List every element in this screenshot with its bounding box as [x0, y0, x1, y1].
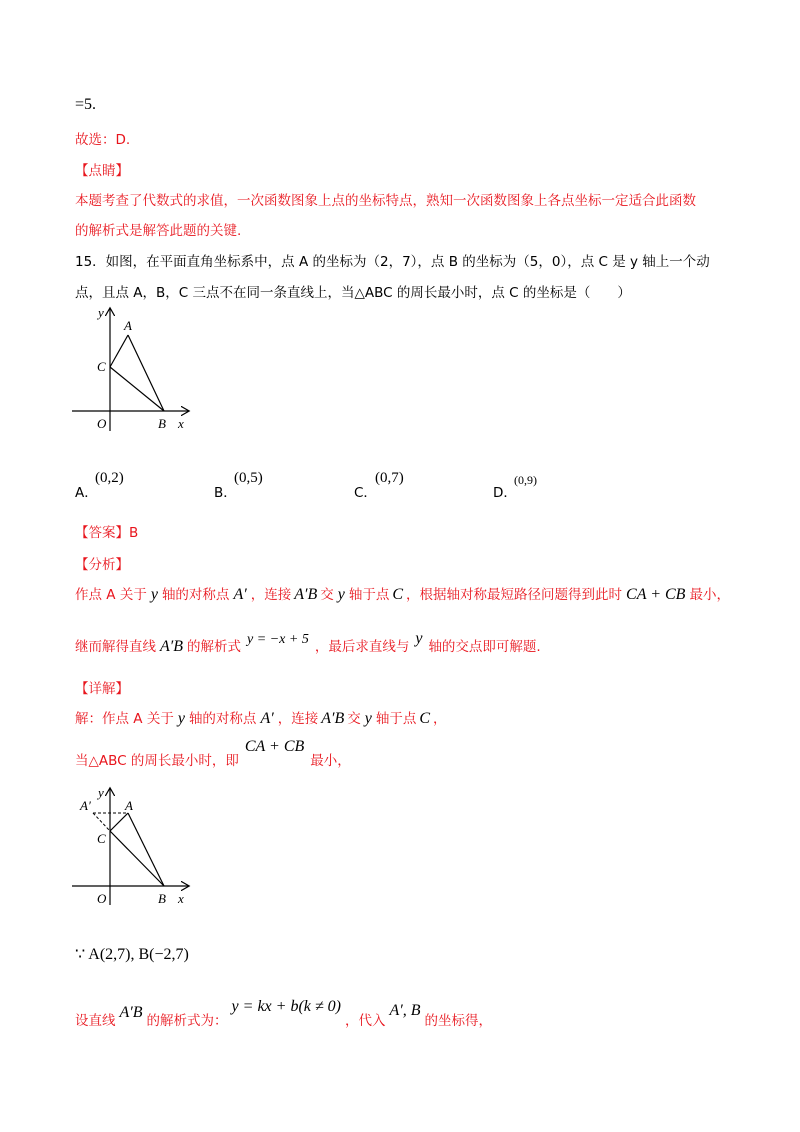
- segment-ab: [128, 335, 164, 411]
- math-general-line-equation: y = kx + b(k ≠ 0): [231, 998, 341, 1015]
- segment-ab: [128, 813, 164, 886]
- option-a-value: (0,2): [95, 470, 124, 486]
- origin-label: O: [97, 891, 107, 906]
- option-a-letter: A．: [75, 485, 98, 501]
- coordinate-figure-1: [70, 303, 200, 438]
- text: 轴的交点即可解题.: [428, 639, 541, 655]
- point-b-label: B: [158, 416, 166, 431]
- x-axis-label: x: [178, 416, 184, 431]
- dianjing-line-2: 的解析式是解答此题的关键.: [75, 223, 242, 239]
- segment-cb: [110, 831, 164, 886]
- point-c-label: C: [97, 831, 106, 846]
- detail-line-1: [75, 710, 447, 728]
- detail-line-2: [75, 738, 351, 770]
- math-y: y: [150, 586, 158, 603]
- math-c: C: [392, 586, 404, 603]
- math-y: y: [415, 630, 423, 647]
- math-points: A′, B: [389, 1002, 421, 1019]
- text: 交: [347, 711, 361, 727]
- text: 轴于点: [375, 711, 417, 727]
- option-b-value: (0,5): [234, 470, 263, 486]
- detail-label: 【详解】: [75, 681, 129, 697]
- dianjing-label: 【点睛】: [75, 163, 129, 179]
- text: 轴的对称点: [161, 587, 230, 603]
- point-c-label: C: [97, 359, 106, 374]
- text: ，: [433, 711, 447, 727]
- text: ，代入: [344, 1013, 386, 1029]
- segment-ca: [110, 335, 128, 367]
- option-c-letter: C．: [354, 485, 377, 501]
- option-b-letter: B．: [214, 485, 237, 501]
- math-a-prime: A′: [260, 710, 274, 727]
- answer-value: B: [129, 525, 139, 541]
- question-line-2: 点，且点 A，B，C 三点不在同一条直线上，当△ABC 的周长最小时，点 C 的坐标是（ ）: [75, 285, 631, 301]
- answer-label: 【答案】: [75, 525, 129, 541]
- text: ，最后求直线与: [314, 639, 410, 655]
- point-b-label: B: [158, 891, 166, 906]
- because-line: ∵ A(2,7), B(−2,7): [75, 946, 189, 963]
- prev-answer-line: 故选：D.: [75, 132, 131, 148]
- prev-equation: =5.: [75, 96, 97, 113]
- x-axis-label: x: [178, 891, 184, 906]
- math-a-prime-b: A′B: [119, 1004, 143, 1021]
- math-y: y: [177, 710, 185, 727]
- math-a-prime: A′: [233, 586, 247, 603]
- option-c-value: (0,7): [375, 470, 404, 486]
- text: 当△ABC 的周长最小时，即: [75, 753, 239, 769]
- text: 最小，: [310, 753, 351, 769]
- option-d-value: (0,9): [514, 473, 537, 487]
- math-y: y: [364, 710, 372, 727]
- math-a-prime-b: A′B: [294, 586, 318, 603]
- text: 轴于点: [348, 587, 390, 603]
- point-a-label: A: [124, 318, 132, 333]
- text: 交: [320, 587, 334, 603]
- text: 继而解得直线: [75, 639, 156, 655]
- text: ，连接: [277, 711, 319, 727]
- analysis-label: 【分析】: [75, 557, 129, 573]
- math-c: C: [419, 710, 431, 727]
- math-ca-plus-cb: CA + CB: [244, 738, 305, 755]
- text: 设直线: [75, 1013, 116, 1029]
- analysis-line-2: [75, 630, 541, 657]
- setline: [75, 998, 493, 1030]
- text: ，根据轴对称最短路径问题得到此时: [406, 587, 623, 603]
- math-a-prime-b: A′B: [160, 638, 184, 655]
- math-line-equation: y = −x + 5: [247, 632, 309, 647]
- y-axis-label: y: [98, 305, 104, 320]
- text: 解：作点 A 关于: [75, 711, 174, 727]
- analysis-line-1: [75, 586, 730, 604]
- text: 的解析式: [187, 639, 242, 655]
- segment-cb: [110, 367, 164, 411]
- text: ，连接: [250, 587, 292, 603]
- point-a-label: A: [125, 798, 133, 813]
- option-d-letter: D．: [493, 485, 517, 501]
- text: 作点 A 关于: [75, 587, 147, 603]
- segment-ca: [110, 813, 128, 831]
- coordinate-figure-2: [70, 785, 200, 910]
- math-a-prime-b: A′B: [321, 710, 345, 727]
- text: 最小，: [689, 587, 730, 603]
- y-axis-label: y: [98, 785, 104, 800]
- text: 的坐标得，: [424, 1013, 493, 1029]
- text: 的解析式为：: [146, 1013, 228, 1029]
- math-y: y: [337, 586, 345, 603]
- question-line-1: 15．如图，在平面直角坐标系中，点 A 的坐标为（2，7），点 B 的坐标为（5，0），点 C 是 y 轴上一个动: [75, 254, 710, 270]
- dashed-a-prime-c: [93, 813, 110, 831]
- text: 轴的对称点: [188, 711, 257, 727]
- dianjing-line-1: 本题考查了代数式的求值，一次函数图象上点的坐标特点，熟知一次函数图象上各点坐标一定适合此函数: [75, 193, 696, 209]
- origin-label: O: [97, 416, 107, 431]
- point-a-prime-label: A′: [80, 798, 91, 813]
- answer-line: [75, 524, 138, 542]
- math-ca-plus-cb: CA + CB: [626, 586, 686, 603]
